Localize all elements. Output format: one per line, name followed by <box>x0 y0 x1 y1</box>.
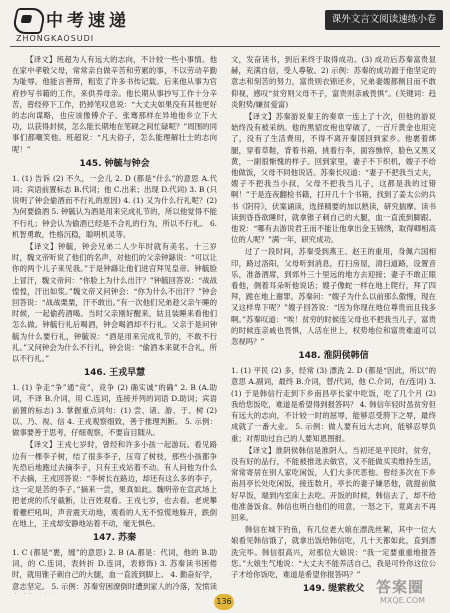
answers-146: 1. (1) 争走“争”通“竞”，竞争 (2) 确实诚“的确” 2. B (A.助词，不译 B.介词，用 C.连词，连接并列的词语 D.助词；宾语前置的标志) 3. 掌握重点词句：(1) 尝、诸、游、于、树 (2) 以、乃、视、信 4. 王戎观察细致，善于推理判断。 5. 示例：做事要善于思考，仔细观察，不要盲目随从。 <box>12 383 217 438</box>
answers-147: 1. C (都是“裹，缠”的意思) 2. B (A.都是：代词，他的 B.助词，的 C.连词，表转折 D.连词，表修饰) 3. 苏秦读书困倦时，就用锥子刺自己的大腿，血一直流到脚上。 4. 勤奋好学，意志坚定。 5. 示例：苏秦穷困潦倒时遭到家人的冷落，发愤读 <box>12 547 217 591</box>
translation-148: 【译文】淮阴侯韩信是淮阴人。当初还是平民时，贫穷，没有好的品行，不能被推选去做官，又不能做买卖维持生活，常常寄居在别人家吃闲饭，人们大多厌恶他。曾经多次在下乡南昌亭长处吃闲饭，接连数月，亭长的妻子嫌恶他，就提前做好早饭，端到内室床上去吃。开饭的时候，韩信去了，却不给他准备饭食。韩信也明白他们的用意，一怒之下，竟离去不再回来。 <box>231 445 436 522</box>
right-column <box>231 54 436 594</box>
translation-147-cont: 过了一段时间，苏秦受到燕王、赵王的重用，身佩六国相印，路过洛阳，父母听到消息，打扫房屋，清扫道路，设置音乐，准备酒席，到郊外三十里远的地方去迎接；妻子不敢正眼看他，侧着耳朵听他说话；嫂子像蛇一样在地上爬行，拜了四拜，跪在地上谢罪。苏秦问：“嫂子为什么以前那么傲慢，现在又这样卑下呢？”嫂子回答说：“因为你现在地位尊贵而且钱多啊。”苏秦叹道：“唉！贫穷的时候连父母也不把我当儿子，富贵的时候连亲戚也畏惧，人活在世上，权势地位和富贵难道可以忽视吗？” <box>231 247 436 347</box>
answers-145: 1. (1) 告诉 (2) 不久，一会儿 2. D (都是“什么”的意思 A.代词；宾语前置标志 B.代词；他 C.出来；出现 D.代词) 3. B (只说明了钟会偷酒而不行礼的原因) 4. (1) 又为什么行礼呢？(2) 为何要偷酒 5. 钟毓认为酒是用来完成礼节的，所以他觉得不能不行礼；钟会认为偷酒已经是不合礼的行为，所以不行礼。 6. 机智勇敢，性格沉稳，聪明机灵等。 <box>12 173 217 239</box>
section-title-147: 147. 苏秦 <box>92 532 137 543</box>
translation-145: 【译文】钟毓，钟会兄弟二人少年时就有美名。十三岁时，魏文帝听说了他们的名声，对他们的父亲钟繇说：“可以让你的两个儿子来见我。”于是钟繇让他们进宫拜见皇帝。钟毓脸上冒汗，魏文帝问：“你脸上为什么出汗？”钟毓回答说：“战战惶惶，汗出如浆。”魏文帝又问钟会：“你为什么不出汗？”钟会回答说：“战战栗栗，汗不敢出。”有一次他们兄弟趁父亲午睡的时候，一起偷药酒喝。当时父亲刚好醒来，姑且装睡来看他们怎么做。钟毓行礼后喝酒，钟会喝酒却不行礼。父亲于是问钟毓为什么要行礼，钟毓说：“酒是用来完成礼节的，不敢不行礼。”又问钟会为什么不行礼，钟会说：“偷酒本来就不合礼，所以不行礼。” <box>12 242 217 364</box>
section-title-148: 148. 淮阴侯韩信 <box>298 351 369 362</box>
header-divider <box>10 46 440 47</box>
series-logo-subtitle: ZHONGKAOSUDI <box>16 34 95 43</box>
left-column <box>12 54 217 594</box>
translation-147: 【译文】苏秦游说秦王的奏章一连上了十次，但他的游说始终没有被采纳。他的黑貂皮袍也穿破了，一百斤黄金也用完了，没有了生活费用，不得不离开秦国回到家乡。他裹着绑腿，穿着草鞋，背着书箱，挑着行李，面容憔悴，脸色又黑又黄，一副很惭愧的样子。回到家里，妻子不下织机，嫂子不给他做饭，父母不同他说话。苏秦长叹道：“妻子不把我当丈夫，嫂子不把我当小叔，父母不把我当儿子，这都是我的过错啊！”于是连夜翻检书籍，打开几十个书箱，找到了姜太公的兵书《阴符》，伏案诵读，选择精要的加以熟读，研究揣摩。读书读到昏昏欲睡时，就拿锥子刺自己的大腿，血一直流到脚跟。他说：“哪有去游说君王而不能让他拿出金玉锦绣，取得卿相高位的人呢？”满一年，研究成功。 <box>231 112 436 245</box>
translation-148-cont: 韩信在城下钓鱼，有几位老大娘在漂洗丝絮，其中一位大娘看见韩信饿了，就拿出饭给韩信吃，几十天都如此，直到漂洗完毕。韩信很高兴，对那位大娘说：“我一定要重重地报答您。”大娘生气地说：“大丈夫不能养活自己，我是可怜你这位公子才给你饭吃，难道是希望你报答吗？” <box>231 525 436 579</box>
translation-144: 【译文】班超为人有远大的志向，不计较一些小事情。他在家中孝敬父母，常常亲自做辛苦和劳累的事，不以劳动辛勤为耻辱。他能言善辩，粗览了许多书传记载。后来他从事为官府抄写书籍的工作，来供养母亲。他长期从事抄写工作十分辛苦，曾经停下工作，扔掉笔叹息说：“大丈夫如果没有其他更好的志向谋略，也应该像傅介子、张骞那样在异地他乡立下大功，以获得封侯，怎么能长期地在笔砚之间忙碌呢？”周围的同事们都嘲笑他。班超说：“凡夫俗子，怎么能理解壮士的志向呢！” <box>12 55 217 154</box>
watermark-sub: MXQE.COM <box>380 596 426 605</box>
watermark-main: 答案圈 <box>376 578 425 596</box>
watermark <box>376 576 444 606</box>
answers-147-cont: 文，发奋读书，到后来终于取得成功。(3) 成功后苏秦富贵显赫，充满自信，受人尊敬。2) 示例：苏秦的成功源于他坚定的意志和刻苦的努力，富贵则衣锦还乡，兄弟妻嫂都侧目而不敢仰视，感叹“贫穷则父母不子，富贵则亲戚畏惧”。(关键词：趋炎附势/嫌贫爱富) <box>231 55 436 109</box>
page-number: 136 <box>214 594 234 610</box>
page-header <box>0 0 450 52</box>
translation-146: 【译文】王戎七岁时，曾经和许多小孩一起游玩。看见路边有一棵李子树，结了很多李子，压弯了树枝，那些小孩都争先恐后地跑过去摘李子，只有王戎站着不动。有人问他为什么不去摘，王戎回答说：“李树长在路边，却还有这么多的李子，这一定是苦的李子。”摘来一尝，果真如此。魏明帝在宣武场上把老虎的爪牙截断，让百姓观看。王戎七岁，也去看。老虎攀着栅栏吼叫，声音震天动地，观看的人无不惊慌地躲开，跌倒在地上，王戎却安静地站着不动，毫无惧色。 <box>12 440 217 528</box>
series-tab: 课外文言文阅读速练小卷 <box>325 10 443 30</box>
section-title-145: 145. 钟毓与钟会 <box>79 158 150 169</box>
section-title-146: 146. 王戎早慧 <box>83 368 146 379</box>
book-logo-icon <box>11 8 47 34</box>
answers-148: 1. (1) 平民 (2) 多，经常 (3) 漂洗 2. D (都是“因此，所以”的意思 A.副词，最终 B.介词，替/代词，他 C.介词，在/连词) 3. (1) 于是韩信行走到下乡南昌亭长家中吃饭，吃了几个月 (2) 我给您饭吃，难道是希望得到报答吗？ 4. 韩信年轻时虽贫穷但有远大的志向，不计较一时的屈辱，能够忍受胯下之辱，最终成就了一番大业。 5. 示例：做人要有远大志向，能够忍辱负重；对帮助过自己的人要知恩图报。 <box>231 366 436 443</box>
section-title-149: 149. 缇萦救父 <box>302 584 365 594</box>
series-logo-title: 中考速递 <box>46 11 130 31</box>
